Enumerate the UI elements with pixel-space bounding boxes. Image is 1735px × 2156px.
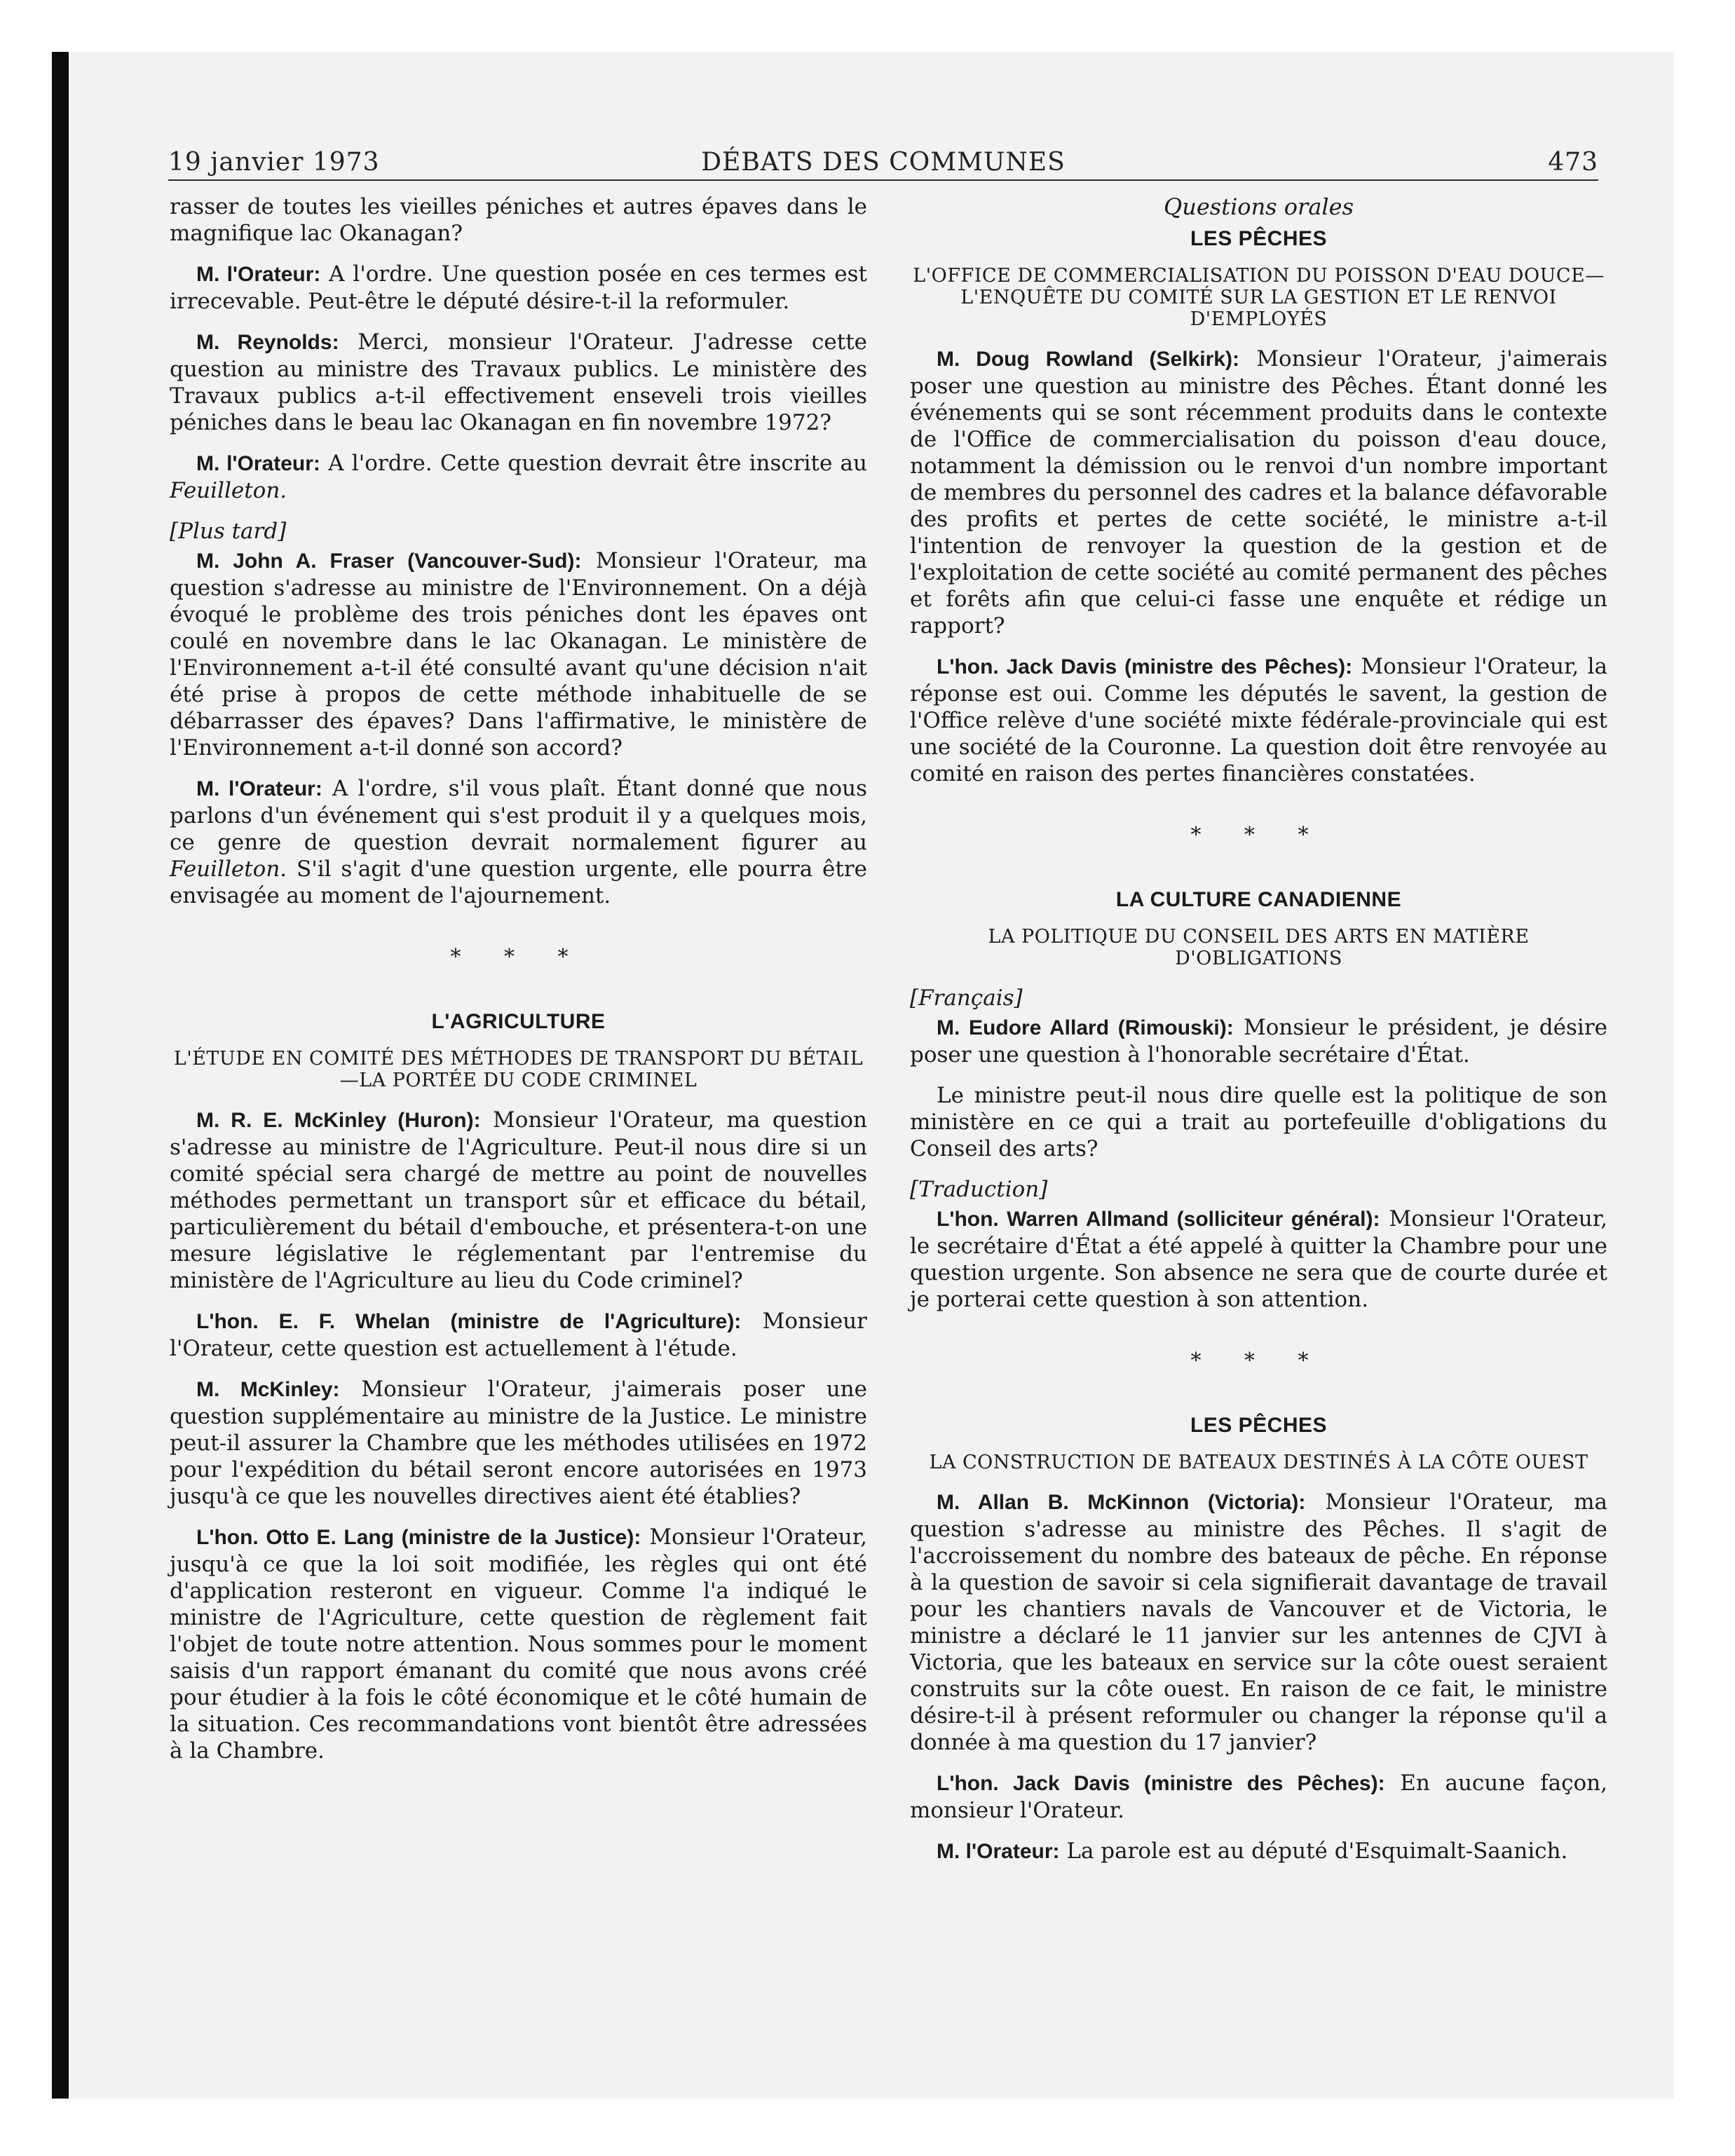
speaker-name: L'hon. Otto E. Lang (ministre de la Justice): — [196, 1526, 641, 1549]
paragraph-text: Monsieur l'Orateur, la réponse est oui. Comme les députés le savent, la gestion de l'Office relève d'une société mixte fédérale-provinciale qui est une société de la Couronne. La question doit être renvoyée au comité en raison des pertes financières constatées. — [910, 654, 1607, 786]
paragraph — [170, 329, 867, 436]
paragraph-text: Merci, monsieur l'Orateur. J'adresse cette question au ministre des Travaux publics. Le ministère des Travaux publics a-t-il effectivement enseveli trois vieilles péniches dans le beau lac Okanagan en fin novembre 1972? — [170, 329, 867, 435]
speaker-name: L'hon. E. F. Whelan (ministre de l'Agriculture): — [196, 1310, 742, 1333]
speaker-name: M. l'Orateur: — [196, 777, 322, 800]
paragraph — [910, 1014, 1607, 1068]
speaker-name: L'hon. Jack Davis (ministre des Pêches): — [937, 655, 1353, 678]
subsection-heading: LA POLITIQUE DU CONSEIL DES ARTS EN MATIÈRE D'OBLIGATIONS — [988, 926, 1530, 969]
paragraph-text: En aucune façon, monsieur l'Orateur. — [910, 1770, 1608, 1823]
section-heading: LES PÊCHES — [1190, 227, 1328, 250]
paragraph-text: Monsieur l'Orateur, j'aimerais poser une question au ministre des Pêches. Étant donné les événements qui se sont récemment produits dans le contexte de l'Office de commercialisation du poisson d'eau douce, notamment la démission ou le renvoi d'un nombre important de membres du personnel des cadres et la balance défavorable des profits et pertes de cette société, le ministre a-t-il l'intention de renvoyer la question de la gestion et de l'exploitation de cette société au comité permanent des pêches et forêts afin que celui-ci fasse une enquête et rédige un rapport? — [910, 346, 1607, 639]
subsection-heading: LA CONSTRUCTION DE BATEAUX DESTINÉS À LA CÔTE OUEST — [929, 1452, 1588, 1473]
paragraph — [170, 450, 867, 504]
paragraph — [910, 1082, 1607, 1162]
paragraph — [910, 346, 1607, 639]
speaker-name: L'hon. Jack Davis (ministre des Pêches): — [937, 1772, 1385, 1795]
speaker-name: M. McKinley: — [196, 1378, 340, 1401]
paragraph — [170, 261, 867, 315]
section-caption: Questions orales — [1164, 193, 1354, 220]
speaker-name: M. R. E. McKinley (Huron): — [196, 1109, 481, 1132]
paragraph-text: Monsieur l'Orateur, ma question s'adresse au ministre de l'Environnement. On a déjà évoqué le problème des trois péniches dont les épaves ont coulé en novembre dans le lac Okanagan. Le ministère de l'Environnement a-t-il été consulté avant qu'une décision n'ait été prise à propos de cette méthode inhabituelle de se débarrasser des épaves? Dans l'affirmative, le ministère de l'Environnement a-t-il donné son accord? — [170, 548, 868, 760]
paragraph — [170, 1107, 867, 1294]
section-heading: L'AGRICULTURE — [431, 1010, 606, 1033]
paragraph-text: Monsieur l'Orateur, le secrétaire d'État a été appelé à quitter la Chambre pour une question urgente. Son absence ne sera que de courte durée et je porterai cette question à son attention. — [910, 1206, 1607, 1312]
speaker-name: M. l'Orateur: — [196, 263, 321, 286]
speaker-name: M. Doug Rowland (Selkirk): — [937, 348, 1239, 371]
paragraph — [910, 653, 1607, 787]
speaker-name: M. John A. Fraser (Vancouver-Sud): — [196, 550, 582, 573]
paragraph-text: Monsieur l'Orateur, j'aimerais poser une question supplémentaire au ministre de la Justice. Le ministre peut-il assurer la Chambre que les méthodes utilisées en 1972 pour l'expédition du bétail seront encore autorisées en 1973 jusqu'à ce que les nouvelles directives aient été établies? — [170, 1377, 867, 1509]
paragraph-text: A l'ordre, s'il vous plaît. Étant donné que nous parlons d'un événement qui s'est produit il y a quelques mois, ce genre de question devrait normalement figurer au — [170, 776, 867, 855]
paragraph — [170, 1524, 867, 1764]
header-title: DÉBATS DES COMMUNES — [701, 148, 1066, 177]
page-number: 473 — [1548, 148, 1598, 177]
speaker-name: M. l'Orateur: — [937, 1840, 1060, 1863]
section-separator: * * * — [1190, 1349, 1327, 1373]
speaker-name: M. Allan B. McKinnon (Victoria): — [937, 1491, 1306, 1514]
section-heading: LA CULTURE CANADIENNE — [1115, 888, 1402, 911]
paragraph-text: Monsieur l'Orateur, ma question s'adresse au ministre de l'Agriculture. Peut-il nous dire si un comité spécial sera chargé de mettre au point de nouvelles méthodes permettant un transport sûr et efficace du bétail, particulièrement du bétail d'embouche, et présentera-t-on une mesure législative le réglementant par l'entremise du ministère de l'Agriculture au lieu du Code criminel? — [170, 1107, 867, 1293]
paragraph — [910, 1770, 1607, 1824]
italic-text: Feuilleton. — [170, 857, 287, 882]
paragraph — [170, 547, 867, 761]
italic-text: Feuilleton. — [170, 478, 287, 503]
paragraph-text: Monsieur l'Orateur, cette question est actuellement à l'étude. — [170, 1309, 867, 1361]
paragraph-text: La parole est au député d'Esquimalt-Saanich. — [1059, 1838, 1568, 1864]
paragraph-text: Monsieur le président, je désire poser une question à l'honorable secrétaire d'État. — [910, 1015, 1607, 1067]
subsection-heading: L'ÉTUDE EN COMITÉ DES MÉTHODES DE TRANSPORT DU BÉTAIL—LA PORTÉE DU CODE CRIMINEL — [173, 1048, 864, 1091]
paragraph-text: Monsieur l'Orateur, jusqu'à ce que la loi soit modifiée, les règles qui ont été d'application resteront en vigueur. Comme l'a indiqué le ministre de l'Agriculture, cette question de règlement fait l'objet de toute notre attention. Nous sommes pour le moment saisis d'un rapport émanant du comité que nous avons créé pour étudier à la fois le côté économique et le côté humain de la situation. Ces recommandations vont bientôt être adressées à la Chambre. — [170, 1524, 867, 1763]
paragraph-text: A l'ordre. Cette question devrait être inscrite au — [320, 451, 867, 476]
speaker-name: M. l'Orateur: — [196, 452, 320, 475]
paragraph-text: Monsieur l'Orateur, ma question s'adresse au ministre des Pêches. Il s'agit de l'accroissement du nombre des bateaux de pêche. En réponse à la question de savoir si cela signifierait davantage de travail pour les chantiers navals de Vancouver et de Victoria, le ministre a déclaré le 11 janvier sur les antennes de CJVI à Victoria, que les bateaux en service sur la côte ouest seraient construits sur la côte ouest. En raison de ce fait, le ministre désire-t-il à présent reformuler ou changer la réponse qu'il a donnée à ma question du 17 janvier? — [910, 1489, 1608, 1755]
paragraph — [170, 1308, 867, 1362]
header-date: 19 janvier 1973 — [168, 148, 380, 177]
paragraph-text: A l'ordre. Une question posée en ces termes est irrecevable. Peut-être le député désire-t-il la reformuler. — [170, 261, 867, 314]
paragraph — [910, 1489, 1607, 1756]
speaker-name: L'hon. Warren Allmand (solliciteur général): — [937, 1208, 1380, 1231]
running-head — [168, 143, 1598, 181]
paragraph-text: rasser de toutes les vieilles péniches et autres épaves dans le magnifique lac Okanagan? — [170, 194, 867, 246]
paragraph — [170, 775, 867, 909]
language-note: [Français] — [910, 985, 1023, 1011]
paragraph — [910, 1206, 1607, 1313]
paragraph-text: Le ministre peut-il nous dire quelle est la politique de son ministère en ce qui a trait au portefeuille d'obligations du Conseil des arts? — [910, 1083, 1607, 1161]
paragraph-text: S'il s'agit d'une question urgente, elle pourra être envisagée au moment de l'ajournement. — [170, 857, 867, 908]
paragraph — [170, 1376, 867, 1510]
section-heading: LES PÊCHES — [1190, 1414, 1328, 1437]
section-separator: * * * — [450, 945, 587, 969]
procedural-note: [Plus tard] — [170, 519, 287, 544]
paragraph — [910, 1838, 1607, 1865]
section-separator: * * * — [1190, 823, 1327, 847]
left-column — [170, 193, 867, 1778]
subsection-heading: L'OFFICE DE COMMERCIALISATION DU POISSON D'EAU DOUCE—L'ENQUÊTE DU COMITÉ SUR LA GESTION ET LE RENVOI D'EMPLOYÉS — [913, 265, 1605, 330]
language-note: [Traduction] — [910, 1177, 1048, 1202]
speaker-name: M. Eudore Allard (Rimouski): — [937, 1016, 1234, 1039]
speaker-name: M. Reynolds: — [196, 331, 339, 354]
scan-edge — [52, 52, 69, 2099]
paragraph — [170, 193, 867, 247]
right-column — [910, 193, 1607, 1879]
